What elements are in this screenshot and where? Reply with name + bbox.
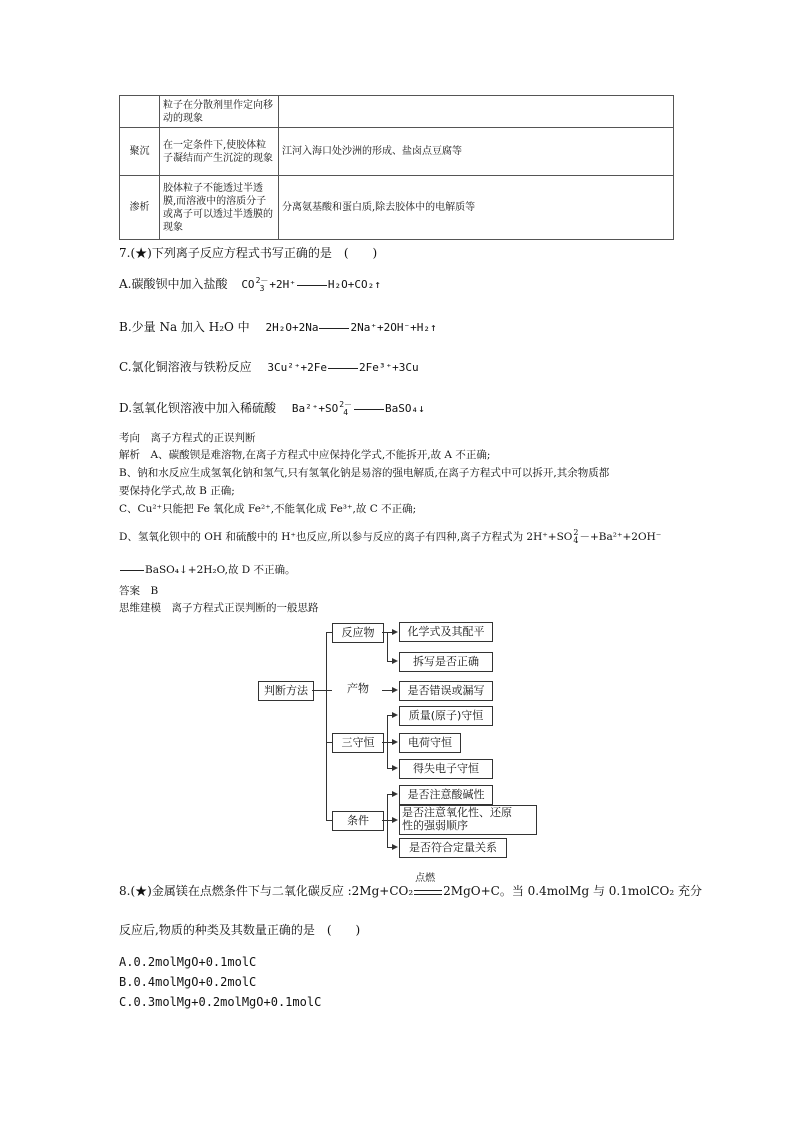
equation: 2H₂O+2Na 2Na⁺+2OH⁻+H₂↑ — [265, 321, 437, 334]
leaf-box: 拆写是否正确 — [399, 652, 493, 672]
q8-stem-line1: 8.(★)金属镁在点燃条件下与二氧化碳反应 :2Mg+CO₂ 点燃 2MgO+C。当 0.4molMg 与 0.1molCO₂ 充分 — [119, 882, 702, 899]
table-cell — [120, 96, 160, 128]
table-cell: 胶体粒子不能透过半透膜,而溶液中的溶质分子或离子可以透过半透膜的现象 — [160, 176, 279, 240]
branch-product: 产物 — [332, 679, 384, 699]
branch-three-conservation: 三守恒 — [332, 733, 384, 753]
branch-condition: 条件 — [332, 811, 384, 831]
table-cell: 在一定条件下,使胶体粒子凝结而产生沉淀的现象 — [160, 128, 279, 176]
table-cell: 分离氨基酸和蛋白质,除去胶体中的电解质等 — [279, 176, 674, 240]
equation: 3Cu²⁺+2Fe 2Fe³⁺+3Cu — [267, 361, 419, 374]
table-row — [120, 96, 674, 128]
leaf-box: 电荷守恒 — [399, 733, 461, 753]
arrow — [392, 844, 398, 850]
equation: CO2－ 3 +2H⁺ H₂O+CO₂↑ — [241, 276, 381, 293]
arrow — [392, 765, 398, 771]
option-label: A.碳酸钡中加入盐酸 — [119, 277, 228, 291]
thinking-model: 思维建模 离子方程式正误判断的一般思路 — [119, 602, 319, 614]
option-label: C.氯化铜溶液与铁粉反应 — [119, 360, 252, 374]
analysis-c: C、Cu²⁺只能把 Fe 氧化成 Fe²⁺,不能氧化成 Fe³⁺,故 C 不正确; — [119, 503, 417, 515]
arrow — [392, 791, 398, 797]
arrow — [392, 712, 398, 718]
root-box: 判断方法 — [258, 681, 314, 701]
arrow — [392, 739, 398, 745]
option-label: D.氢氧化钡溶液中加入稀硫酸 — [119, 401, 277, 415]
q8-option-a: A.0.2molMgO+0.1molC — [119, 955, 257, 969]
leaf-box: 质量(原子)守恒 — [399, 706, 493, 726]
kaoxiang: 考向 离子方程式的正误判断 — [119, 432, 256, 444]
leaf-box: 是否符合定量关系 — [399, 838, 507, 858]
table-cell: 渗析 — [120, 176, 160, 240]
equation: Ba²⁺+SO2－ 4 BaSO₄↓ — [291, 400, 425, 417]
q8-option-c: C.0.3molMg+0.2molMgO+0.1molC — [119, 995, 322, 1009]
branch-reactant: 反应物 — [332, 623, 384, 643]
q8-option-b: B.0.4molMgO+0.2molC — [119, 975, 257, 989]
table-cell: 聚沉 — [120, 128, 160, 176]
arrow — [392, 629, 398, 635]
table-cell — [279, 96, 674, 128]
analysis-d2: BaSO₄↓+2H₂O,故 D 不正确。 — [119, 562, 296, 577]
leaf-box: 是否注意酸碱性 — [399, 785, 493, 805]
connector — [382, 690, 392, 691]
table-cell: 粒子在分散剂里作定向移动的现象 — [160, 96, 279, 128]
q7-option-b — [119, 318, 437, 335]
table-row — [120, 176, 674, 240]
connector — [387, 632, 388, 661]
connector — [326, 632, 327, 820]
q7-option-d — [119, 399, 425, 417]
analysis-d1: D、氢氧化钡中的 OH 和硫酸中的 H⁺也反应,所以参与反应的离子有四种,离子方程式为 2H⁺+SO2 4－+Ba²⁺+2OH⁻ — [119, 528, 662, 545]
table-row — [120, 128, 674, 176]
table-cell: 江河入海口处沙洲的形成、盐卤点豆腐等 — [279, 128, 674, 176]
leaf-box: 化学式及其配平 — [399, 622, 493, 642]
analysis-b2: 要保持化学式,故 B 正确; — [119, 485, 235, 497]
q7-option-c — [119, 358, 419, 375]
analysis-a: 解析 A、碳酸钡是难溶物,在离子方程式中应保持化学式,不能拆开,故 A 不正确; — [119, 449, 491, 461]
connector — [312, 690, 326, 691]
arrow — [392, 687, 398, 693]
option-label: B.少量 Na 加入 H₂O 中 — [119, 320, 250, 334]
leaf-box: 是否错误或漏写 — [399, 681, 493, 701]
reaction-condition: 点燃 — [415, 872, 436, 884]
q7-stem: 7.(★)下列离子反应方程式书写正确的是 ( ) — [119, 246, 378, 260]
q8-stem-line2: 反应后,物质的种类及其数量正确的是 ( ) — [119, 923, 361, 937]
leaf-box: 得失电子守恒 — [399, 759, 493, 779]
answer: 答案 B — [119, 585, 159, 597]
leaf-box-long: 是否注意氧化性、还原 性的强弱顺序 — [399, 805, 537, 835]
arrow — [392, 658, 398, 664]
arrow — [392, 817, 398, 823]
properties-table — [119, 95, 674, 240]
analysis-b1: B、钠和水反应生成氢氧化钠和氢气,只有氢氧化钠是易溶的强电解质,在离子方程式中可以拆开,其余物质都 — [119, 467, 610, 479]
q7-option-a — [119, 275, 381, 293]
